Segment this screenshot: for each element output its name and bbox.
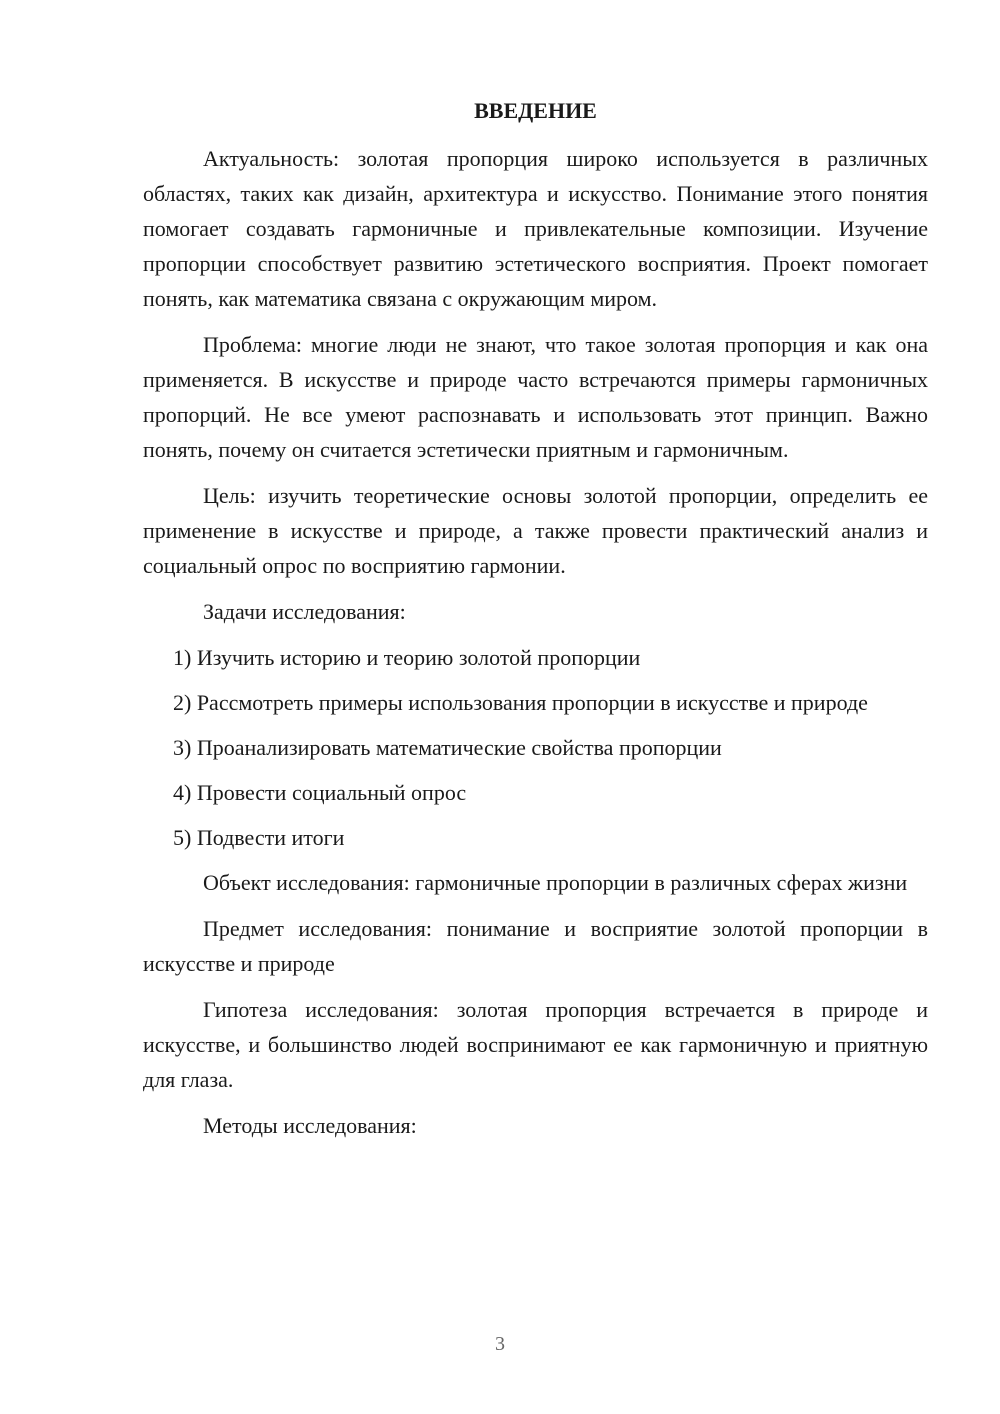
- paragraph-object: Объект исследования: гармоничные пропорции в различных сферах жизни: [203, 870, 908, 895]
- page-number: 3: [495, 1333, 505, 1355]
- list-item: 2) Рассмотреть примеры использования пропорции в искусстве и природе: [173, 690, 868, 715]
- paragraph-relevance: Актуальность: золотая пропорция широко используется в различных областях, таких как дизайн, архитектура и искусство. Понимание этого понятия помогает создавать гармоничные и привлекательные композиции. Изучение пропорции способствует развитию эстетического восприятия. Проект помогает понять, как математика связана с окружающим миром.: [143, 146, 928, 311]
- page-title: ВВЕДЕНИЕ: [474, 98, 597, 123]
- list-item: 3) Проанализировать математические свойства пропорции: [173, 735, 722, 760]
- list-item: 1) Изучить историю и теорию золотой пропорции: [173, 645, 641, 670]
- paragraph-goal: Цель: изучить теоретические основы золотой пропорции, определить ее применение в искусстве и природе, а также провести практический анализ и социальный опрос по восприятию гармонии.: [143, 483, 928, 578]
- tasks-list: [143, 640, 928, 855]
- list-item: 4) Провести социальный опрос: [173, 780, 467, 805]
- paragraph-hypothesis: Гипотеза исследования: золотая пропорция встречается в природе и искусстве, и большинство людей воспринимают ее как гармоничную и приятную для глаза.: [143, 997, 928, 1092]
- list-item: 5) Подвести итоги: [173, 825, 345, 850]
- paragraph-subject: Предмет исследования: понимание и восприятие золотой пропорции в искусстве и природе: [143, 916, 928, 976]
- document-page: [143, 94, 928, 1154]
- methods-heading: Методы исследования:: [203, 1113, 417, 1138]
- tasks-heading: Задачи исследования:: [203, 599, 406, 624]
- paragraph-problem: Проблема: многие люди не знают, что такое золотая пропорция и как она применяется. В искусстве и природе часто встречаются примеры гармоничных пропорций. Не все умеют распознавать и использовать этот принцип. Важно понять, почему он считается эстетически приятным и гармоничным.: [143, 332, 928, 462]
